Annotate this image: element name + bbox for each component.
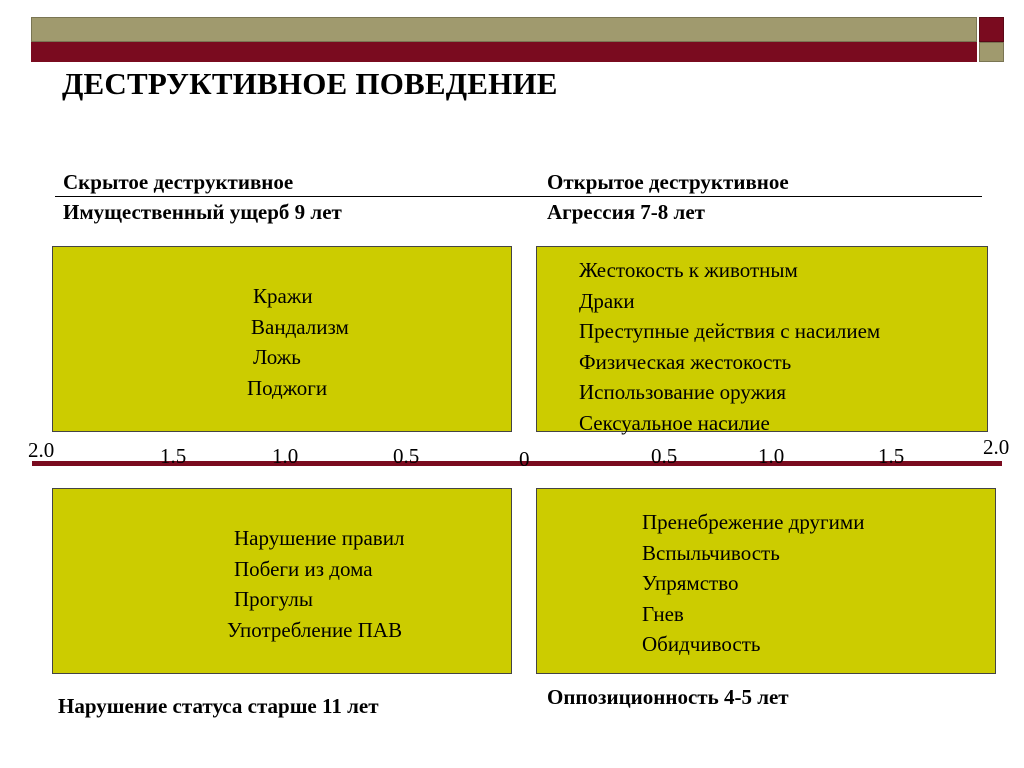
right-subheader: Агрессия 7-8 лет [547,200,705,224]
axis-tick: 1.0 [758,444,785,468]
list-item: Побеги из дома [234,556,373,581]
list-item: Пренебрежение другими [642,510,865,534]
axis-tick: 0 [519,447,530,471]
right-header: Открытое деструктивное [547,170,789,194]
header-divider [55,196,982,197]
list-item: Поджоги [247,375,328,400]
list-item: Ложь [253,345,301,369]
list-item: Физическая жестокость [579,349,792,374]
list-item: Гнев [642,601,684,626]
list-item: Вандализм [251,314,349,339]
top-bar-maroon [31,42,977,62]
axis-tick: 0.5 [651,444,678,468]
top-bar-olive [31,17,977,42]
axis-tick: 2.0 [28,438,55,462]
status-violation-list [227,523,405,645]
left-header: Скрытое деструктивное [63,170,294,194]
left-footer: Нарушение статуса старше 11 лет [58,694,379,718]
box-status-violation [52,488,512,674]
axis-tick: 2.0 [983,435,1010,459]
list-item: Сексуальное насилие [579,410,770,435]
list-item: Вспыльчивость [642,540,780,565]
axis-tick: 1.0 [272,444,299,468]
corner-square-olive [979,42,1004,62]
axis-tick: 1.5 [878,444,905,468]
left-subheader: Имущественный ущерб 9 лет [63,200,342,224]
corner-square-maroon [979,17,1004,42]
box-oppositional [536,488,996,674]
box-covert-property [52,246,512,432]
list-item: Кражи [253,284,313,308]
covert-property-list [247,281,349,403]
box-overt-aggression [536,246,988,435]
list-item: Преступные действия с насилием [579,319,881,343]
axis-tick: 1.5 [160,444,187,468]
list-item: Нарушение правил [234,526,405,550]
oppositional-list [642,507,864,660]
list-item: Использование оружия [579,380,787,404]
list-item: Упрямство [642,571,739,595]
page-title: ДЕСТРУКТИВНОЕ ПОВЕДЕНИЕ [62,66,558,101]
list-item: Драки [579,288,635,313]
right-footer: Оппозиционность 4-5 лет [547,685,789,709]
list-item: Прогулы [234,587,313,611]
axis-tick: 0.5 [393,444,420,468]
list-item: Жестокость к животным [579,258,798,282]
list-item: Обидчивость [642,632,761,656]
overt-aggression-list [579,255,880,438]
list-item: Употребление ПАВ [227,617,403,642]
